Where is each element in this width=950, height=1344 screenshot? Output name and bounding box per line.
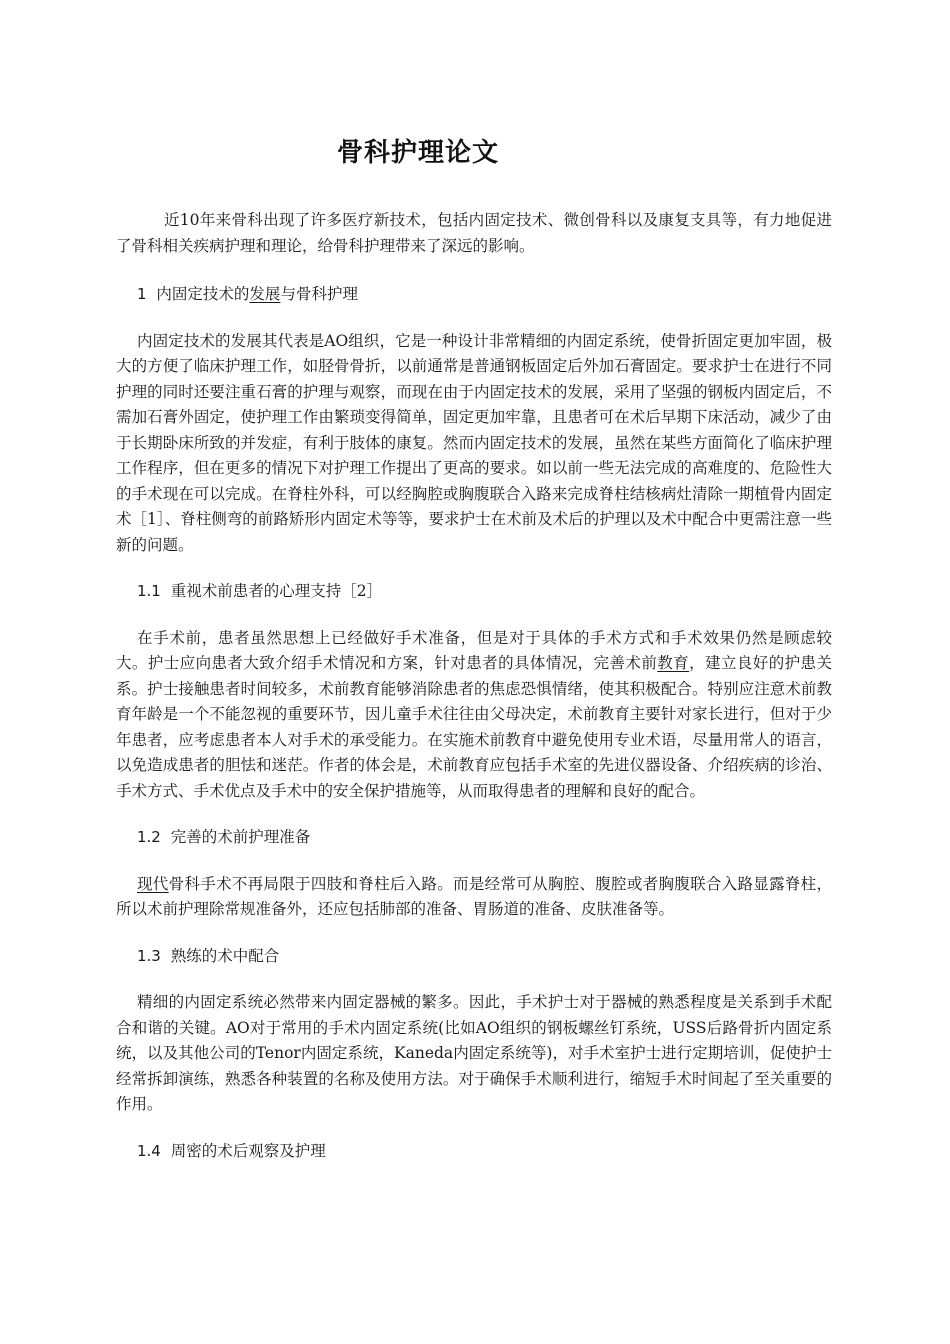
paragraph-text: 在手术前，患者虽然思想上已经做好手术准备，但是对于具体的手术方式和手术效果仍然是顾虑较大。护士应向患者大致介绍手术情况和方案，针对患者的具体情况，完善术前 [116,628,832,672]
heading-text: 重视术前患者的心理支持［2］ [170,582,383,600]
link-education[interactable]: 教育 [657,654,690,672]
heading-text: 与骨科护理 [280,285,358,303]
section-1-heading [116,282,832,308]
section-1-4-heading [116,1139,832,1165]
section-1-1-heading [116,579,832,605]
link-modern[interactable]: 现代 [137,874,169,893]
intro-paragraph: 近10年来骨科出现了许多医疗新技术，包括内固定技术、微创骨科以及康复支具等，有力地促进了骨科相关疾病护理和理论，给骨科护理带来了深远的影响。 [116,211,832,255]
heading-text: 熟练的术中配合 [170,946,280,965]
heading-link-development[interactable]: 发展 [249,285,281,303]
section-1-1-paragraph [116,626,832,805]
heading-text: 内固定技术的 [156,285,250,303]
section-number: 1.4 [137,1141,161,1160]
section-1-2-heading [116,825,832,851]
heading-text: 完善的术前护理准备 [170,828,311,846]
section-1-2-paragraph [116,872,832,923]
section-number: 1.3 [137,946,161,965]
paragraph-text: ，建立良好的护患关系。护士接触患者时间较多，术前教育能够消除患者的焦虑恐惧情绪，使其积极配合。特别应注意术前教育年龄是一个不能忽视的重要环节，因儿童手术往往由父母决定，术前教育主要针对家长进行，但对于少年患者，应考虑患者本人对手术的承受能力。在实施术前教育中避免使用专业术语，尽量用常人的语言，以免造成患者的胆怯和迷茫。作者的体会是，术前教育应包括手术室的先进仪器设备、介绍疾病的诊治、手术方式、手术优点及手术中的安全保护措施等，从而取得患者的理解和良好的配合。 [116,654,832,800]
document-title: 骨科护理论文 [336,138,499,168]
section-number: 1.2 [137,828,161,846]
section-1-paragraph: 内固定技术的发展其代表是AO组织，它是一种设计非常精细的内固定系统，使骨折固定更加牢固，极大的方便了临床护理工作，如胫骨骨折，以前通常是普通钢板固定后外加石膏固定。要求护士在进行不同护理的同时还要注重石膏的护理与观察，而现在由于内固定技术的发展，采用了坚强的钢板内固定后，不需加石膏外固定，使护理工作由繁琐变得简单，固定更加牢靠，且患者可在术后早期下床活动，减少了由于长期卧床所致的并发症，有利于肢体的康复。然而内固定技术的发展，虽然在某些方面简化了临床护理工作程序，但在更多的情况下对护理工作提出了更高的要求。如以前一些无法完成的高难度的、危险性大的手术现在可以完成。在脊柱外科，可以经胸腔或胸腹联合入路来完成脊柱结核病灶清除一期植骨内固定术［1］、脊柱侧弯的前路矫形内固定术等等，要求护士在术前及术后的护理以及术中配合中更需注意一些新的问题。 [116,331,832,554]
heading-text: 周密的术后观察及护理 [170,1141,326,1160]
paragraph-text: 骨科手术不再局限于四肢和脊柱后入路。而是经常可从胸腔、腹腔或者胸腹联合入路显露脊柱，所以术前护理除常规准备外，还应包括肺部的准备、胃肠道的准备、皮肤准备等。 [116,874,832,918]
section-number: 1.1 [137,582,161,600]
document-body [116,208,832,1164]
section-number: 1 [137,285,147,303]
section-1-3-paragraph: 精细的内固定系统必然带来内固定器械的繁多。因此，手术护士对于器械的熟悉程度是关系到手术配合和谐的关键。AO对于常用的手术内固定系统(比如AO组织的钢板螺丝钉系统，USS后路骨折内固定系统，以及其他公司的Tenor内固定系统，Kaneda内固定系统等)，对手术室护士进行定期培训，促使护士经常拆卸演练，熟悉各种装置的名称及使用方法。对于确保手术顺利进行，缩短手术时间起了至关重要的作用。 [116,993,832,1113]
section-1-3-heading [116,944,832,970]
